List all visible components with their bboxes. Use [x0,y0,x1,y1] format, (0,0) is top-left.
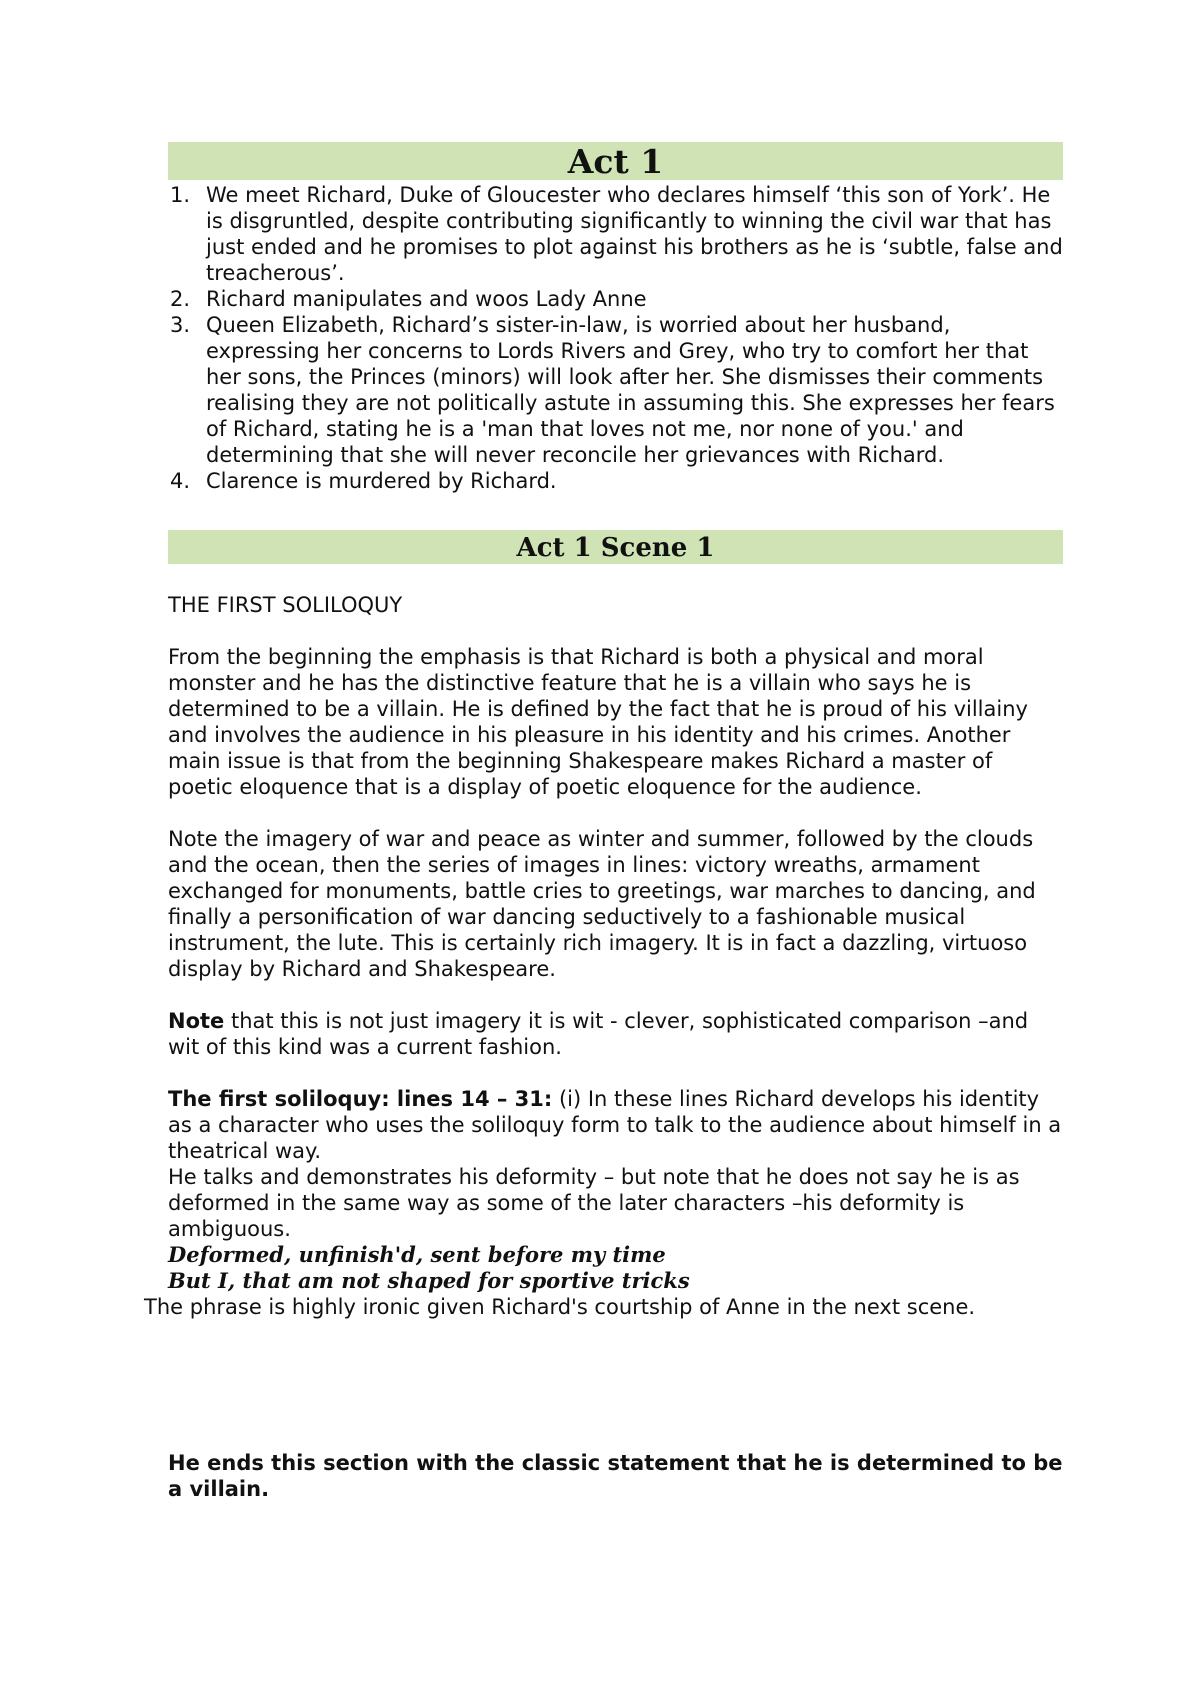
note-text: that this is not just imagery it is wit - clever, sophisticated comparison –and wit of this kind was a current fashion. [168,1009,1029,1059]
act-heading: Act 1 [168,142,1063,180]
list-item-text: We meet Richard, Duke of Gloucester who declares himself ‘this son of York’. He is disgruntled, despite contributing significantly to winning the civil war that has just ended and he promises to plot against his brothers as he is ‘subtle, false and treacherous’. [206,183,1063,285]
paragraph-lines [168,1086,1063,1164]
lines-label: The first soliloquy: lines 14 – 31: [168,1087,553,1111]
act-events-list [168,182,1063,494]
paragraph-imagery: Note the imagery of war and peace as winter and summer, followed by the clouds and the ocean, then the series of images in lines: victory wreaths, armament exchanged for monuments, battle cries to greetings, war marches to dancing, and finally a personification of war dancing seductively to a fashionable musical instrument, the lute. This is certainly rich imagery. It is in fact a dazzling, virtuoso display by Richard and Shakespeare. [168,827,1036,981]
document-page [144,142,1063,1502]
paragraph-irony: The phrase is highly ironic given Richard's courtship of Anne in the next scene. [144,1295,976,1319]
list-item-number: 2. [170,287,191,311]
list-item-text: Queen Elizabeth, Richard’s sister-in-law, is worried about her husband, expressing her concerns to Lords Rivers and Grey, who try to comfort her that her sons, the Princes (minors) will look after her. She dismisses their comments realising they are not politically astute in assuming this. She expresses her fears of Richard, stating he is a 'man that loves not me, nor none of you.' and determining that she will never reconcile her grievances with Richard. [206,313,1055,467]
list-item-number: 4. [170,469,191,493]
list-item [168,182,1063,286]
lines-text: (i) In these lines Richard develops his identity as a character who uses the soliloquy form to talk to the audience about himself in a theatrical way. [168,1087,1062,1163]
scene-heading: Act 1 Scene 1 [168,530,1063,564]
list-item [168,468,1063,494]
list-item-number: 1. [170,183,191,207]
paragraph-note [168,1008,1063,1060]
list-item-number: 3. [170,313,191,337]
quote-line-1: Deformed, unfinish'd, sent before my time [168,1242,666,1267]
list-item-text: Richard manipulates and woos Lady Anne [206,287,647,311]
quote-line-2: But I, that am not shaped for sportive tricks [168,1268,690,1293]
paragraph-monster: From the beginning the emphasis is that Richard is both a physical and moral monster and he has the distinctive feature that he is a villain who says he is determined to be a villain. He is defined by the fact that he is proud of his villainy and involves the audience in his pleasure in his identity and his crimes. Another main issue is that from the beginning Shakespeare makes Richard a master of poetic eloquence that is a display of poetic eloquence for the audience. [168,645,1028,799]
soliloquy-title: THE FIRST SOLILOQUY [168,593,403,617]
paragraph-deformity: He talks and demonstrates his deformity – but note that he does not say he is as deformed in the same way as some of the later characters –his deformity is ambiguous. [168,1165,1020,1241]
list-item [168,312,1063,468]
note-label: Note [168,1009,225,1033]
list-item [168,286,1063,312]
list-item-text: Clarence is murdered by Richard. [206,469,557,493]
paragraph-conclusion: He ends this section with the classic statement that he is determined to be a villain. [168,1451,1063,1501]
